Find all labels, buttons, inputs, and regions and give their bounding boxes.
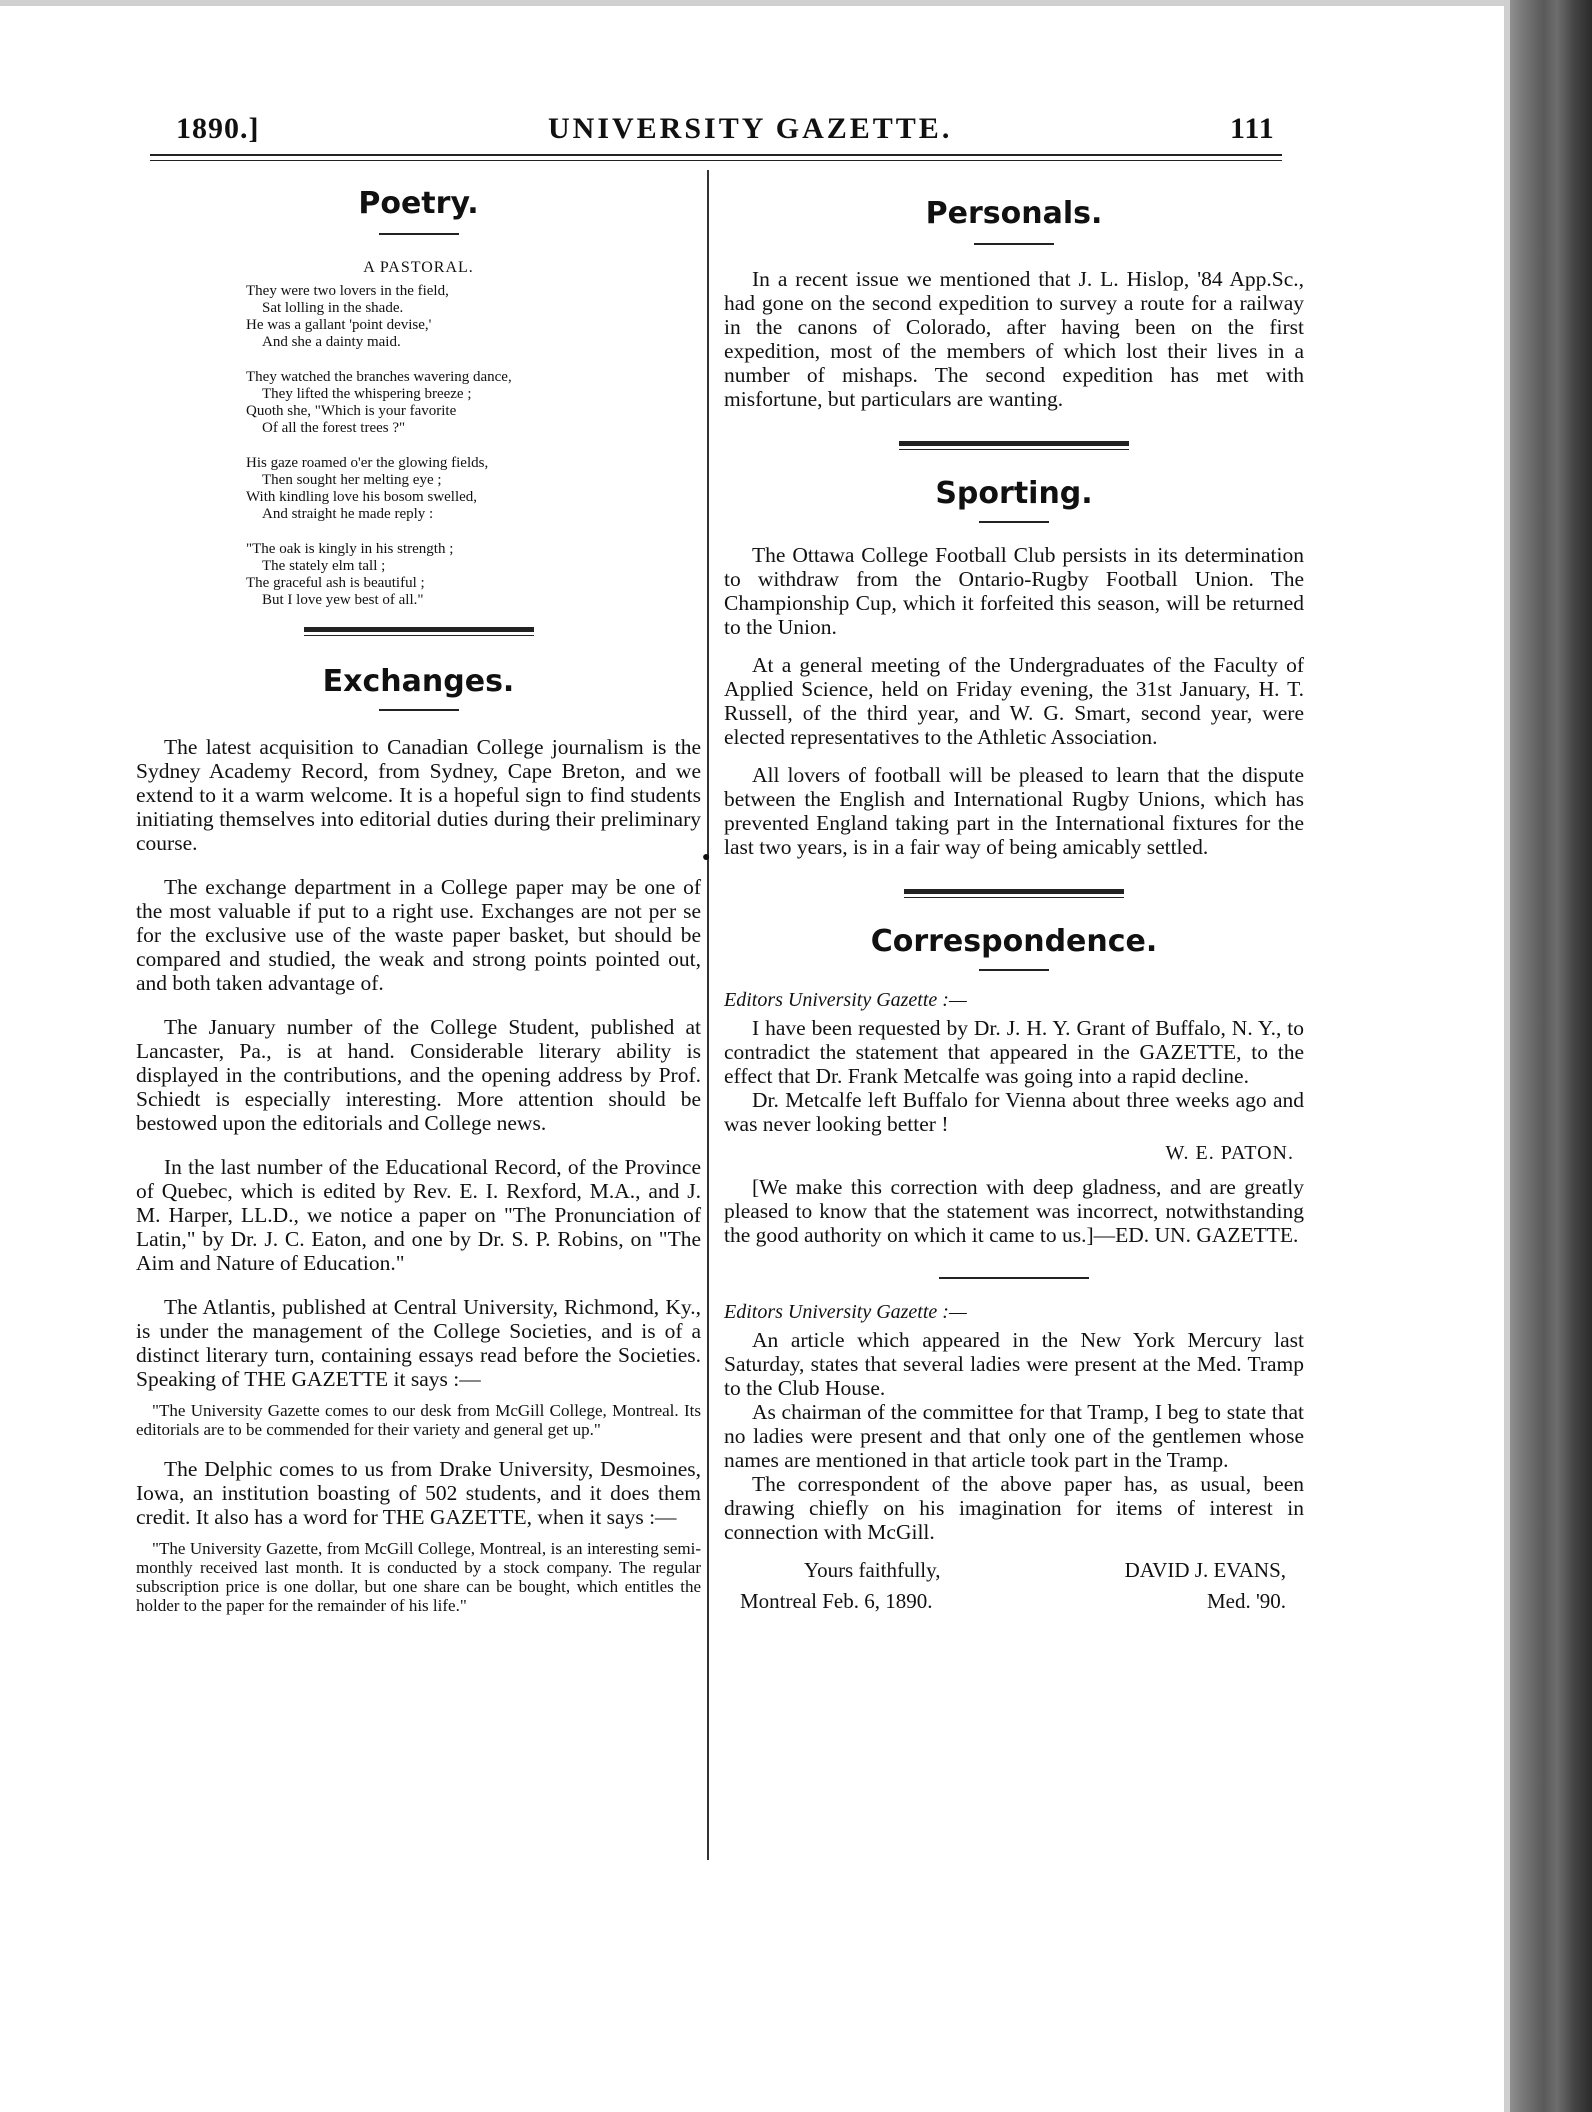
poem-line: His gaze roamed o'er the glowing fields,	[246, 455, 489, 471]
poem	[246, 283, 701, 609]
poem-stanza	[246, 541, 701, 609]
exchanges-paragraph: The January number of the College Student, published at Lancaster, Pa., is at hand. Considerable literary ability is displayed in the contributions, and the opening address by Prof. Schiedt is especially interesting. More attention should be bestowed upon the editorials and College news.	[136, 1015, 701, 1135]
page-top-edge	[0, 0, 1504, 6]
letter-paragraph: Dr. Metcalfe left Buffalo for Vienna about three weeks ago and was never looking better !	[724, 1088, 1304, 1136]
letter-closing: Yours faithfully,	[804, 1558, 941, 1582]
letter-signer: DAVID J. EVANS,	[1124, 1558, 1286, 1582]
correspondence-heading-rule	[979, 969, 1049, 971]
section-divider	[904, 889, 1124, 894]
ink-mark: ●	[702, 850, 711, 865]
poem-line: And straight he made reply :	[262, 506, 434, 522]
letter-paragraph: I have been requested by Dr. J. H. Y. Grant of Buffalo, N. Y., to contradict the statement that appeared in the GAZETTE, to the effect that Dr. Frank Metcalfe was going into a rapid decline.	[724, 1016, 1304, 1088]
letter-signer-class: Med. '90.	[1206, 1589, 1286, 1613]
poem-line: Sat lolling in the shade.	[262, 300, 404, 316]
letter-paragraph: As chairman of the committee for that Tramp, I beg to state that no ladies were present and that only one of the gentlemen whose names are mentioned in that article took part in the Tramp.	[724, 1400, 1304, 1472]
place-date-row	[724, 1589, 1304, 1614]
exchanges-quote: "The University Gazette comes to our desk from McGill College, Montreal. Its editorials are to be commended for their variety and general get up."	[136, 1401, 701, 1439]
section-divider-thin	[904, 897, 1124, 898]
sporting-heading-rule	[979, 521, 1049, 523]
poem-line: Then sought her melting eye ;	[262, 472, 442, 488]
letter-paragraph: An article which appeared in the New York Mercury last Saturday, states that several ladies were present at the Med. Tramp to the Club House.	[724, 1328, 1304, 1400]
exchanges-heading-rule	[379, 709, 459, 711]
right-column	[724, 196, 1304, 1614]
column-divider	[707, 170, 709, 1860]
letter-signature: W. E. PATON.	[1165, 1142, 1294, 1164]
exchanges-paragraph: In the last number of the Educational Record, of the Province of Quebec, which is edited by Rev. E. I. Rexford, M.A., and J. M. Harper, LL.D., we notice a paper on "The Pronunciation of Latin," by Dr. J. C. Eaton, and one by Dr. S. P. Robins, on "The Aim and Nature of Education."	[136, 1155, 701, 1275]
section-divider-thin	[899, 449, 1129, 450]
poem-stanza	[246, 369, 701, 437]
poem-line: The graceful ash is beautiful ;	[246, 575, 425, 591]
poetry-heading: Poetry.	[358, 186, 479, 221]
sporting-paragraph: All lovers of football will be pleased to learn that the dispute between the English and International Rugby Unions, which has prevented England taking part in the International fixtures for the last two years, is in a fair way of being amicably settled.	[724, 763, 1304, 859]
section-divider-thin	[304, 635, 534, 636]
exchanges-heading: Exchanges.	[322, 664, 515, 699]
exchanges-paragraph: The Atlantis, published at Central University, Richmond, Ky., is under the management of the College Societies, and is of a distinct literary turn, containing essays read before the Societies. Speaking of THE GAZETTE it says :—	[136, 1295, 701, 1391]
poetry-heading-rule	[379, 233, 459, 235]
letter-divider	[939, 1277, 1089, 1279]
closing-row	[724, 1558, 1304, 1583]
section-divider	[899, 441, 1129, 446]
letter-salutation: Editors University Gazette :—	[724, 989, 967, 1011]
header-rule	[150, 154, 1282, 156]
poem-line: He was a gallant 'point devise,'	[246, 317, 432, 333]
poem-line: But I love yew best of all."	[262, 592, 424, 608]
editor-note: [We make this correction with deep gladness, and are greatly pleased to know that the statement was incorrect, notwithstanding the good authority on which it came to us.]—ED. UN. GAZETTE.	[724, 1175, 1304, 1247]
exchanges-quote: "The University Gazette, from McGill College, Montreal, is an interesting semi-monthly received last month. It is conducted by a stock company. The regular subscription price is one dollar, but one share can be bought, which entitles the holder to the paper for the remainder of his life."	[136, 1539, 701, 1615]
poem-title: A PASTORAL.	[363, 259, 474, 276]
exchanges-paragraph: The Delphic comes to us from Drake University, Desmoines, Iowa, an institution boasting of 502 students, and it does them credit. It also has a word for THE GAZETTE, when it says :—	[136, 1457, 701, 1529]
header-rule-thin	[150, 160, 1282, 161]
letter-paragraph: The correspondent of the above paper has, as usual, been drawing chiefly on his imagination for items of interest in connection with McGill.	[724, 1472, 1304, 1544]
page-number: 111	[1230, 112, 1275, 145]
header-year: 1890.]	[176, 112, 260, 145]
poem-stanza	[246, 455, 701, 523]
personals-heading: Personals.	[925, 196, 1103, 231]
letter-place-date: Montreal Feb. 6, 1890.	[740, 1589, 933, 1613]
book-spine	[1504, 0, 1592, 2112]
poem-line: The stately elm tall ;	[262, 558, 386, 574]
poem-line: Quoth she, "Which is your favorite	[246, 403, 457, 419]
letter-salutation: Editors University Gazette :—	[724, 1301, 967, 1323]
poem-line: They watched the branches wavering dance,	[246, 369, 512, 385]
poem-line: "The oak is kingly in his strength ;	[246, 541, 454, 557]
header-title: UNIVERSITY GAZETTE.	[548, 112, 953, 145]
exchanges-paragraph: The exchange department in a College paper may be one of the most valuable if put to a right use. Exchanges are not per se for the exclusive use of the waste paper basket, but should be compared and studied, the weak and strong points pointed out, and both taken advantage of.	[136, 875, 701, 995]
sporting-heading: Sporting.	[935, 476, 1093, 511]
poem-stanza	[246, 283, 701, 351]
section-divider	[304, 627, 534, 632]
poem-line: They were two lovers in the field,	[246, 283, 449, 299]
personals-paragraph: In a recent issue we mentioned that J. L. Hislop, '84 App.Sc., had gone on the second expedition to survey a route for a railway in the canons of Colorado, after having been on the first expedition, most of the members of which lost their lives in a number of mishaps. The second expedition has met with misfortune, but particulars are wanting.	[724, 267, 1304, 411]
exchanges-paragraph: The latest acquisition to Canadian College journalism is the Sydney Academy Record, from Sydney, Cape Breton, and we extend to it a warm welcome. It is a hopeful sign to find students initiating themselves into editorial duties during their preliminary course.	[136, 735, 701, 855]
sporting-paragraph: The Ottawa College Football Club persists in its determination to withdraw from the Ontario-Rugby Football Union. The Championship Cup, which it forfeited this season, will be returned to the Union.	[724, 543, 1304, 639]
poem-line: They lifted the whispering breeze ;	[262, 386, 472, 402]
poem-line: Of all the forest trees ?"	[262, 420, 406, 436]
poem-line: And she a dainty maid.	[262, 334, 401, 350]
poem-line: With kindling love his bosom swelled,	[246, 489, 478, 505]
left-column	[136, 186, 701, 1615]
correspondence-heading: Correspondence.	[870, 924, 1158, 959]
sporting-paragraph: At a general meeting of the Undergraduates of the Faculty of Applied Science, held on Friday evening, the 31st January, H. T. Russell, of the third year, and W. G. Smart, second year, were elected representatives to the Athletic Association.	[724, 653, 1304, 749]
personals-heading-rule	[974, 243, 1054, 245]
